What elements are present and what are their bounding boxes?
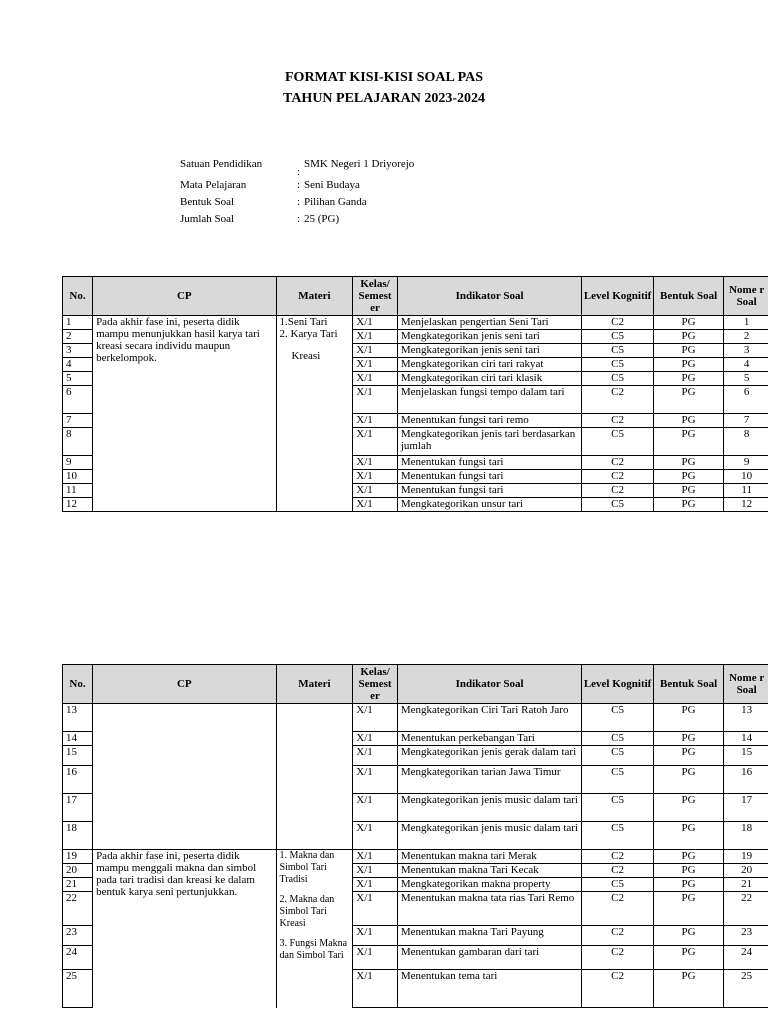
row-number: 12 bbox=[63, 498, 93, 512]
row-kelas: X/1 bbox=[353, 926, 398, 946]
row-level: C2 bbox=[582, 456, 654, 470]
materi-cell-empty bbox=[276, 704, 353, 850]
materi-cell bbox=[276, 850, 353, 1008]
row-kelas: X/1 bbox=[353, 414, 398, 428]
header-bentuk: Bentuk Soal bbox=[653, 277, 723, 316]
info-value: Seni Budaya bbox=[304, 179, 360, 191]
row-level: C5 bbox=[582, 732, 654, 746]
row-kelas: X/1 bbox=[353, 386, 398, 414]
materi-cell bbox=[276, 316, 353, 512]
row-bentuk: PG bbox=[653, 344, 723, 358]
row-nomor: 9 bbox=[724, 456, 768, 470]
row-level: C5 bbox=[582, 794, 654, 822]
row-nomor: 5 bbox=[724, 372, 768, 386]
row-level: C5 bbox=[582, 330, 654, 344]
row-bentuk: PG bbox=[653, 892, 723, 926]
cp-cell-empty bbox=[93, 704, 276, 850]
row-bentuk: PG bbox=[653, 498, 723, 512]
materi-item: 3. Fungsi Makna dan Simbol Tari bbox=[279, 938, 348, 961]
table-row bbox=[63, 316, 768, 330]
row-level: C2 bbox=[582, 414, 654, 428]
row-number: 4 bbox=[63, 358, 93, 372]
row-indikator: Mengkategorikan ciri tari klasik bbox=[397, 372, 582, 386]
row-number: 9 bbox=[63, 456, 93, 470]
row-bentuk: PG bbox=[653, 766, 723, 794]
row-level: C2 bbox=[582, 470, 654, 484]
row-indikator: Mengkategorikan jenis seni tari bbox=[397, 344, 582, 358]
kisi-kisi-table-2 bbox=[62, 664, 768, 1008]
row-level: C2 bbox=[582, 386, 654, 414]
header-materi: Materi bbox=[276, 277, 353, 316]
row-kelas: X/1 bbox=[353, 794, 398, 822]
row-level: C5 bbox=[582, 344, 654, 358]
row-kelas: X/1 bbox=[353, 850, 398, 864]
row-kelas: X/1 bbox=[353, 456, 398, 470]
row-kelas: X/1 bbox=[353, 704, 398, 732]
document-title-line-1: FORMAT KISI-KISI SOAL PAS bbox=[285, 70, 483, 85]
info-value: Pilihan Ganda bbox=[304, 196, 367, 208]
header-level: Level Kognitif bbox=[582, 665, 654, 704]
row-level: C2 bbox=[582, 316, 654, 330]
row-nomor: 23 bbox=[724, 926, 768, 946]
row-number: 14 bbox=[63, 732, 93, 746]
row-number: 23 bbox=[63, 926, 93, 946]
row-number: 13 bbox=[63, 704, 93, 732]
row-nomor: 13 bbox=[724, 704, 768, 732]
row-bentuk: PG bbox=[653, 484, 723, 498]
row-number: 7 bbox=[63, 414, 93, 428]
table-header-row bbox=[63, 665, 768, 704]
header-no: No. bbox=[63, 665, 93, 704]
row-nomor: 16 bbox=[724, 766, 768, 794]
row-kelas: X/1 bbox=[353, 746, 398, 766]
row-indikator: Menentukan fungsi tari bbox=[397, 484, 582, 498]
row-nomor: 6 bbox=[724, 386, 768, 414]
row-kelas: X/1 bbox=[353, 732, 398, 746]
row-number: 11 bbox=[63, 484, 93, 498]
row-number: 17 bbox=[63, 794, 93, 822]
cp-cell: Pada akhir fase ini, peserta didik mampu menggali makna dan simbol pada tari tradisi dan kreasi ke dalam bentuk karya seni pertunjukkan. bbox=[93, 850, 276, 1008]
row-indikator: Menentukan makna Tari Payung bbox=[397, 926, 582, 946]
row-number: 25 bbox=[63, 970, 93, 1008]
row-kelas: X/1 bbox=[353, 878, 398, 892]
row-number: 3 bbox=[63, 344, 93, 358]
row-indikator: Menentukan makna tari Merak bbox=[397, 850, 582, 864]
header-level: Level Kognitif bbox=[582, 277, 654, 316]
row-bentuk: PG bbox=[653, 428, 723, 456]
row-indikator: Mengkategorikan jenis seni tari bbox=[397, 330, 582, 344]
row-nomor: 18 bbox=[724, 822, 768, 850]
row-bentuk: PG bbox=[653, 386, 723, 414]
row-kelas: X/1 bbox=[353, 970, 398, 1008]
row-kelas: X/1 bbox=[353, 358, 398, 372]
row-level: C2 bbox=[582, 926, 654, 946]
info-label: Satuan Pendidikan bbox=[180, 158, 263, 170]
row-number: 2 bbox=[63, 330, 93, 344]
row-level: C5 bbox=[582, 878, 654, 892]
materi-item: 2. Karya Tari bbox=[279, 328, 338, 340]
header-cp: CP bbox=[93, 665, 276, 704]
header-no: No. bbox=[63, 277, 93, 316]
row-number: 22 bbox=[63, 892, 93, 926]
info-value: SMK Negeri 1 Driyorejo bbox=[304, 158, 415, 170]
row-nomor: 14 bbox=[724, 732, 768, 746]
row-indikator: Mengkategorikan makna property bbox=[397, 878, 582, 892]
header-kelas: Kelas/ Semest er bbox=[353, 277, 398, 316]
row-kelas: X/1 bbox=[353, 946, 398, 970]
row-nomor: 25 bbox=[724, 970, 768, 1008]
table-row bbox=[63, 850, 768, 864]
row-kelas: X/1 bbox=[353, 484, 398, 498]
row-number: 15 bbox=[63, 746, 93, 766]
row-number: 16 bbox=[63, 766, 93, 794]
row-level: C2 bbox=[582, 850, 654, 864]
row-level: C2 bbox=[582, 484, 654, 498]
row-indikator: Mengkategorikan jenis gerak dalam tari bbox=[397, 746, 582, 766]
header-materi: Materi bbox=[276, 665, 353, 704]
row-indikator: Menjelaskan pengertian Seni Tari bbox=[397, 316, 582, 330]
row-indikator: Mengkategorikan jenis music dalam tari bbox=[397, 794, 582, 822]
row-nomor: 17 bbox=[724, 794, 768, 822]
row-indikator: Menentukan fungsi tari bbox=[397, 470, 582, 484]
row-nomor: 4 bbox=[724, 358, 768, 372]
row-kelas: X/1 bbox=[353, 498, 398, 512]
row-bentuk: PG bbox=[653, 330, 723, 344]
table-row bbox=[63, 704, 768, 732]
row-bentuk: PG bbox=[653, 470, 723, 484]
row-number: 20 bbox=[63, 864, 93, 878]
row-indikator: Menjelaskan fungsi tempo dalam tari bbox=[397, 386, 582, 414]
materi-item: 2. Makna dan Simbol Tari Kreasi bbox=[279, 894, 335, 929]
row-bentuk: PG bbox=[653, 414, 723, 428]
row-nomor: 21 bbox=[724, 878, 768, 892]
row-kelas: X/1 bbox=[353, 330, 398, 344]
info-separator: : bbox=[297, 196, 301, 208]
row-level: C5 bbox=[582, 704, 654, 732]
row-indikator: Mengkategorikan ciri tari rakyat bbox=[397, 358, 582, 372]
row-bentuk: PG bbox=[653, 732, 723, 746]
row-level: C5 bbox=[582, 822, 654, 850]
row-bentuk: PG bbox=[653, 316, 723, 330]
row-bentuk: PG bbox=[653, 794, 723, 822]
row-indikator: Menentukan gambaran dari tari bbox=[397, 946, 582, 970]
row-bentuk: PG bbox=[653, 864, 723, 878]
row-number: 5 bbox=[63, 372, 93, 386]
row-nomor: 1 bbox=[724, 316, 768, 330]
row-number: 18 bbox=[63, 822, 93, 850]
info-separator: : bbox=[297, 179, 301, 191]
row-nomor: 2 bbox=[724, 330, 768, 344]
row-nomor: 20 bbox=[724, 864, 768, 878]
row-kelas: X/1 bbox=[353, 316, 398, 330]
row-level: C5 bbox=[582, 358, 654, 372]
row-indikator: Menentukan makna Tari Kecak bbox=[397, 864, 582, 878]
row-number: 24 bbox=[63, 946, 93, 970]
row-nomor: 24 bbox=[724, 946, 768, 970]
kisi-kisi-table-1 bbox=[62, 276, 768, 512]
row-kelas: X/1 bbox=[353, 822, 398, 850]
row-nomor: 19 bbox=[724, 850, 768, 864]
document-title-line-2: TAHUN PELAJARAN 2023-2024 bbox=[283, 91, 485, 106]
row-kelas: X/1 bbox=[353, 428, 398, 456]
row-bentuk: PG bbox=[653, 946, 723, 970]
row-nomor: 7 bbox=[724, 414, 768, 428]
row-bentuk: PG bbox=[653, 822, 723, 850]
info-label: Jumlah Soal bbox=[180, 213, 235, 225]
row-bentuk: PG bbox=[653, 372, 723, 386]
info-label: Mata Pelajaran bbox=[180, 179, 247, 191]
row-nomor: 8 bbox=[724, 428, 768, 456]
row-number: 6 bbox=[63, 386, 93, 414]
table-header-row bbox=[63, 277, 768, 316]
header-bentuk: Bentuk Soal bbox=[653, 665, 723, 704]
row-bentuk: PG bbox=[653, 456, 723, 470]
row-indikator: Menentukan fungsi tari bbox=[397, 456, 582, 470]
row-level: C2 bbox=[582, 946, 654, 970]
cp-cell: Pada akhir fase ini, peserta didik mampu menunjukkan hasil karya tari kreasi secara individu maupun berkelompok. bbox=[93, 316, 276, 512]
row-number: 21 bbox=[63, 878, 93, 892]
row-indikator: Mengkategorikan jenis tari berdasarkan jumlah bbox=[397, 428, 582, 456]
row-indikator: Mengkategorikan unsur tari bbox=[397, 498, 582, 512]
row-indikator: Menentukan makna tata rias Tari Remo bbox=[397, 892, 582, 926]
row-level: C5 bbox=[582, 428, 654, 456]
row-number: 19 bbox=[63, 850, 93, 864]
row-kelas: X/1 bbox=[353, 372, 398, 386]
row-level: C2 bbox=[582, 892, 654, 926]
row-indikator: Mengkategorikan jenis music dalam tari bbox=[397, 822, 582, 850]
row-indikator: Mengkategorikan tarian Jawa Timur bbox=[397, 766, 582, 794]
row-kelas: X/1 bbox=[353, 344, 398, 358]
row-number: 10 bbox=[63, 470, 93, 484]
row-level: C5 bbox=[582, 766, 654, 794]
row-kelas: X/1 bbox=[353, 864, 398, 878]
header-cp: CP bbox=[93, 277, 276, 316]
row-nomor: 15 bbox=[724, 746, 768, 766]
row-kelas: X/1 bbox=[353, 470, 398, 484]
row-bentuk: PG bbox=[653, 970, 723, 1008]
row-bentuk: PG bbox=[653, 850, 723, 864]
row-level: C5 bbox=[582, 372, 654, 386]
header-indikator: Indikator Soal bbox=[397, 665, 582, 704]
info-separator: : bbox=[297, 166, 301, 178]
header-kelas: Kelas/ Semest er bbox=[353, 665, 398, 704]
info-label: Bentuk Soal bbox=[180, 196, 235, 208]
row-number: 1 bbox=[63, 316, 93, 330]
row-nomor: 22 bbox=[724, 892, 768, 926]
row-level: C2 bbox=[582, 970, 654, 1008]
info-value: 25 (PG) bbox=[304, 213, 340, 225]
header-indikator: Indikator Soal bbox=[397, 277, 582, 316]
row-indikator: Mengkategorikan Ciri Tari Ratoh Jaro bbox=[397, 704, 582, 732]
row-indikator: Menentukan tema tari bbox=[397, 970, 582, 1008]
row-level: C5 bbox=[582, 746, 654, 766]
row-bentuk: PG bbox=[653, 878, 723, 892]
row-indikator: Menentukan perkebangan Tari bbox=[397, 732, 582, 746]
row-bentuk: PG bbox=[653, 746, 723, 766]
header-nomor: Nome r Soal bbox=[724, 277, 768, 316]
row-indikator: Menentukan fungsi tari remo bbox=[397, 414, 582, 428]
row-kelas: X/1 bbox=[353, 766, 398, 794]
materi-item: 1. Makna dan Simbol Tari Tradisi bbox=[279, 850, 335, 885]
row-bentuk: PG bbox=[653, 926, 723, 946]
row-number: 8 bbox=[63, 428, 93, 456]
row-nomor: 3 bbox=[724, 344, 768, 358]
row-nomor: 10 bbox=[724, 470, 768, 484]
header-nomor: Nome r Soal bbox=[724, 665, 768, 704]
row-bentuk: PG bbox=[653, 704, 723, 732]
row-kelas: X/1 bbox=[353, 892, 398, 926]
row-level: C2 bbox=[582, 864, 654, 878]
row-nomor: 12 bbox=[724, 498, 768, 512]
materi-item: Kreasi bbox=[291, 350, 321, 362]
materi-item: 1.Seni Tari bbox=[279, 316, 328, 328]
row-level: C5 bbox=[582, 498, 654, 512]
row-nomor: 11 bbox=[724, 484, 768, 498]
row-bentuk: PG bbox=[653, 358, 723, 372]
info-separator: : bbox=[297, 213, 301, 225]
